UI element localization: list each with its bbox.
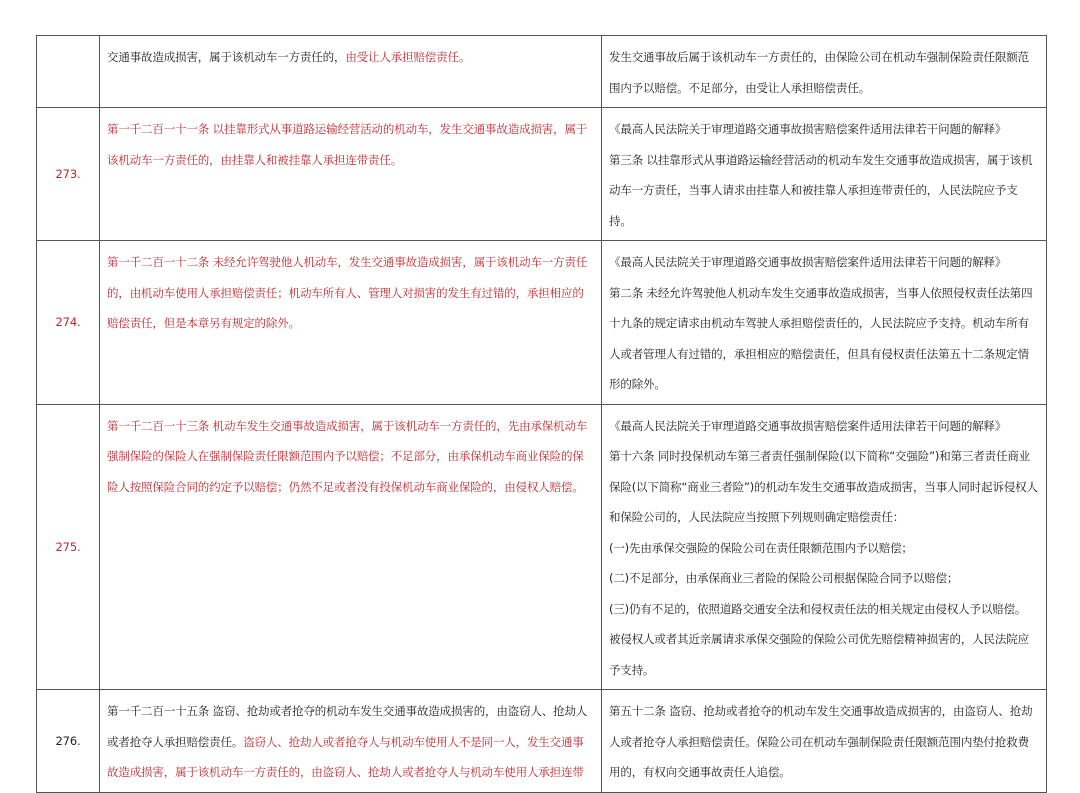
table-row <box>37 36 1047 108</box>
civil-code-text-highlight: 第一千二百一十二条 未经允许驾驶他人机动车，发生交通事故造成损害，属于该机动车一方责任的，由机动车使用人承担赔偿责任；机动车所有人、管理人对损害的发生有过错的，承担相应的赔偿责任，但是本章另有规定的除外。 <box>107 255 588 330</box>
related-law-title: 《最高人民法院关于审理道路交通事故损害赔偿案件适用法律若干问题的解释》 <box>609 255 1007 269</box>
civil-code-cell <box>100 241 602 405</box>
civil-code-text-highlight: 由受让人承担赔偿责任。 <box>345 50 471 64</box>
related-law-text: 第五十二条 盗窃、抢劫或者抢夺的机动车发生交通事故造成损害的，由盗窃人、抢劫人或者抢夺人承担赔偿责任。保险公司在机动车强制保险责任限额范围内垫付抢救费用的，有权向交通事故责任人追偿。 <box>609 704 1033 779</box>
civil-code-cell <box>100 404 602 690</box>
related-law-title: 《最高人民法院关于审理道路交通事故损害赔偿案件适用法律若干问题的解释》 <box>609 122 1007 136</box>
related-law-text: 第二条 未经允许驾驶他人机动车发生交通事故造成损害，当事人依照侵权责任法第四十九条的规定请求由机动车驾驶人承担赔偿责任的，人民法院应予支持。机动车所有人或者管理人有过错的，承担相应的赔偿责任，但具有侵权责任法第五十二条规定情形的除外。 <box>609 285 1033 391</box>
related-law-cell <box>602 241 1047 405</box>
civil-code-text: 交通事故造成损害，属于该机动车一方责任的， <box>107 50 346 64</box>
related-law-text: 发生交通事故后属于该机动车一方责任的，由保险公司在机动车强制保险责任限额范围内予以赔偿。不足部分，由受让人承担赔偿责任。 <box>609 50 1029 95</box>
related-law-text: 第十六条 同时投保机动车第三者责任强制保险(以下简称“交强险”)和第三者责任商业保险(以下简称“商业三者险”)的机动车发生交通事故造成损害，当事人同时起诉侵权人和保险公司的，人民法院应当按照下列规则确定赔偿责任： <box>609 449 1038 524</box>
document-page <box>36 35 1046 793</box>
related-law-text-2: 被侵权人或者其近亲属请求承保交强险的保险公司优先赔偿精神损害的，人民法院应予支持。 <box>609 632 1029 677</box>
table-row <box>37 241 1047 405</box>
row-number: 276. <box>37 690 100 793</box>
civil-code-cell <box>100 690 602 793</box>
related-law-item-3: (三)仍有不足的，依照道路交通安全法和侵权责任法的相关规定由侵权人予以赔偿。 <box>609 601 1027 616</box>
row-number <box>37 36 100 108</box>
related-law-item-2: (二)不足部分，由承保商业三者险的保险公司根据保险合同予以赔偿； <box>609 571 959 585</box>
related-law-title: 《最高人民法院关于审理道路交通事故损害赔偿案件适用法律若干问题的解释》 <box>609 418 1007 433</box>
related-law-cell <box>602 404 1047 690</box>
civil-code-text-highlight: 第一千二百一十一条 以挂靠形式从事道路运输经营活动的机动车，发生交通事故造成损害，属于该机动车一方责任的，由挂靠人和被挂靠人承担连带责任。 <box>107 122 588 167</box>
table-row <box>37 108 1047 241</box>
law-comparison-table <box>36 35 1047 793</box>
civil-code-cell <box>100 108 602 241</box>
related-law-text: 第三条 以挂靠形式从事道路运输经营活动的机动车发生交通事故造成损害，属于该机动车一方责任，当事人请求由挂靠人和被挂靠人承担连带责任的，人民法院应予支持。 <box>609 152 1033 228</box>
row-number: 274. <box>37 241 100 405</box>
civil-code-text-highlight: 盗窃人、抢劫人或者抢夺人与机动车使用人不是同一人，发生交通事故造成损害，属于该机动车一方责任的，由盗窃人、抢劫人或者抢夺人与机动车使用人承担连带 <box>107 734 584 779</box>
related-law-cell <box>602 690 1047 793</box>
table-row <box>37 690 1047 793</box>
related-law-item-1: (一)先由承保交强险的保险公司在责任限额范围内予以赔偿； <box>609 540 913 555</box>
related-law-cell <box>602 108 1047 241</box>
civil-code-cell <box>100 36 602 108</box>
civil-code-text-highlight: 第一千二百一十三条 机动车发生交通事故造成损害，属于该机动车一方责任的，先由承保机动车强制保险的保险人在强制保险责任限额范围内予以赔偿；不足部分，由承保机动车商业保险的保险人按照保险合同的约定予以赔偿；仍然不足或者没有投保机动车商业保险的，由侵权人赔偿。 <box>107 418 588 494</box>
row-number: 273. <box>37 108 100 241</box>
civil-code-text: 第一千二百一十五条 盗窃、抢劫或者抢夺的机动车发生交通事故造成损害的，由盗窃人、抢劫人或者抢夺人承担赔偿责任。 <box>107 704 588 749</box>
related-law-cell <box>602 36 1047 108</box>
table-row <box>37 404 1047 690</box>
row-number: 275. <box>37 404 100 690</box>
